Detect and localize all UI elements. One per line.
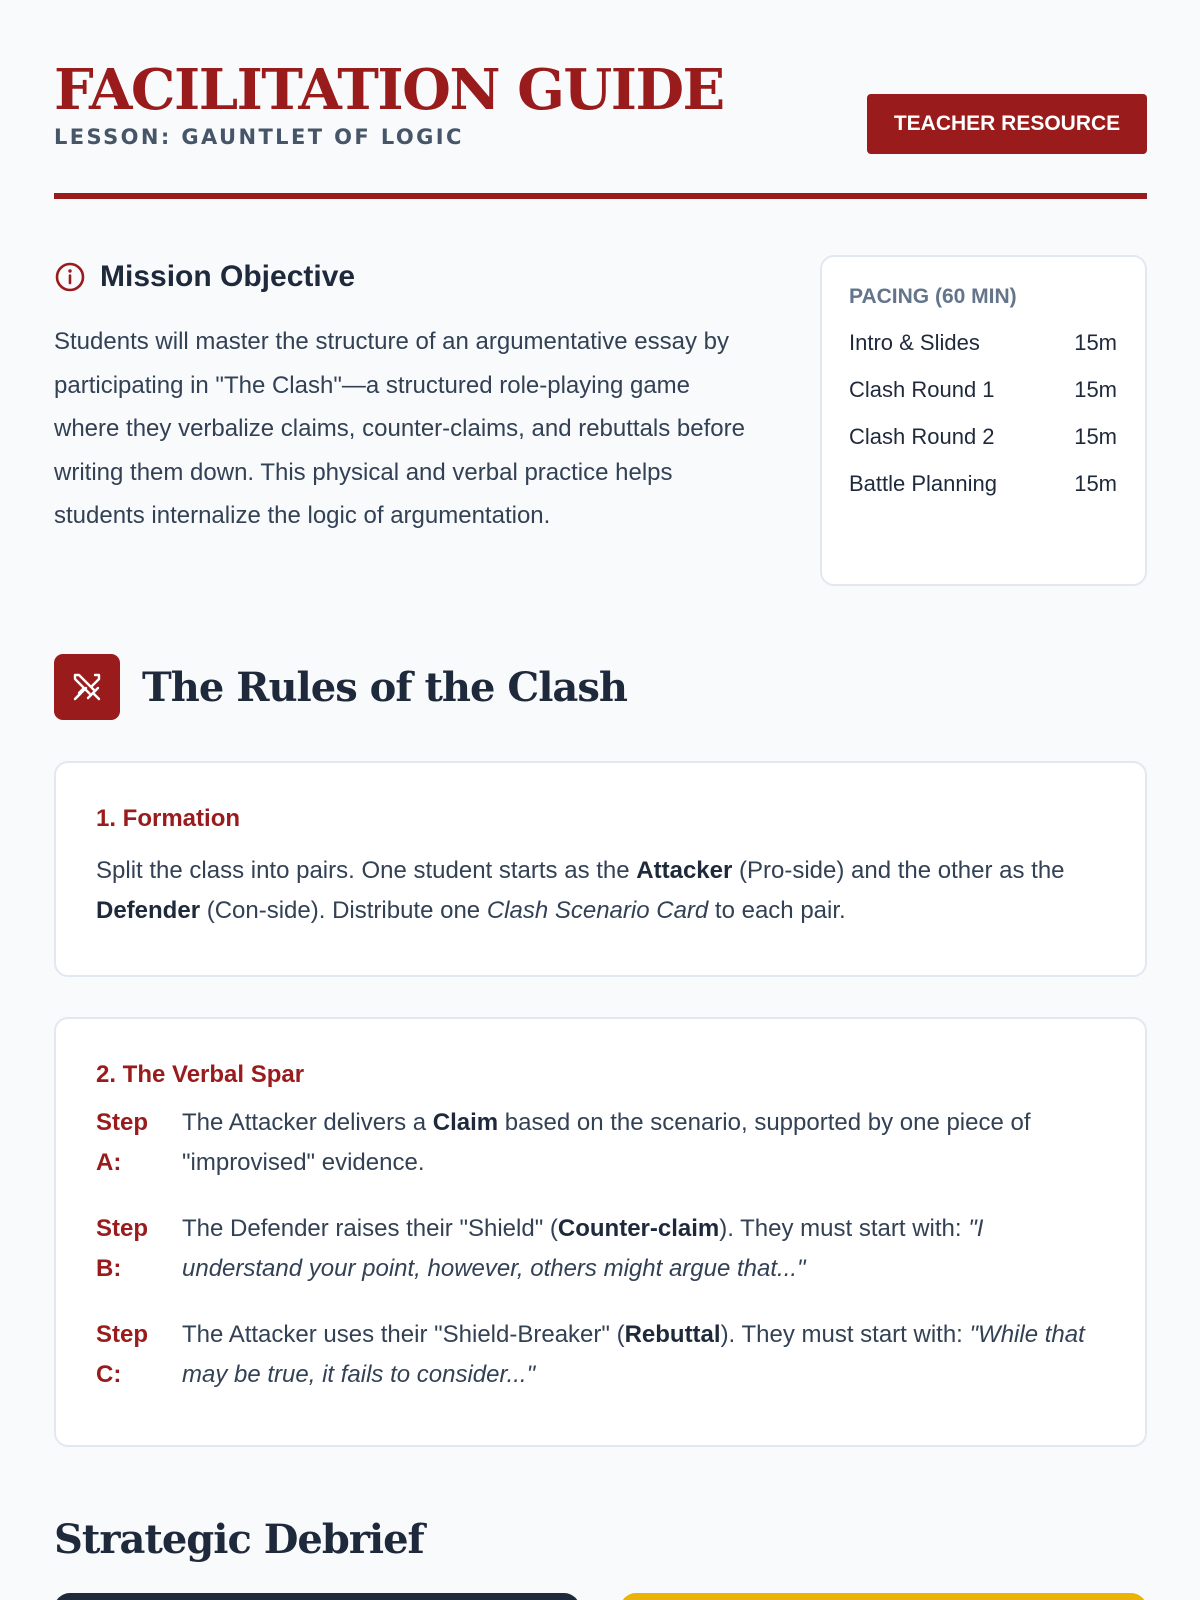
info-circle-icon (54, 261, 86, 293)
header-divider (54, 193, 1147, 199)
pacing-label: Battle Planning (849, 470, 997, 496)
step-text: The Defender raises their "Shield" (Counter-claim). They must start with: "I understand your point, however, others might argue that..." (182, 1215, 984, 1282)
attacker-term: Attacker (636, 857, 733, 884)
teacher-resource-badge: TEACHER RESOURCE (867, 94, 1147, 154)
step-text: The Attacker uses their "Shield-Breaker" (Rebuttal). They must start with: "While that may be true, it fails to consider..." (182, 1321, 1085, 1388)
debrief-card-gold (620, 1593, 1147, 1600)
defender-term: Defender (96, 897, 201, 924)
formation-title: 1. Formation (96, 805, 241, 832)
pacing-row (849, 460, 1117, 507)
mission-heading (54, 254, 754, 300)
crossed-swords-icon (68, 668, 106, 706)
scenario-card-term: Clash Scenario Card (486, 897, 709, 924)
step-item (96, 1315, 1105, 1395)
pacing-row (849, 319, 1117, 366)
step-text: The Attacker delivers a Claim based on the scenario, supported by one piece of "improvised" evidence. (182, 1109, 1031, 1176)
rules-title: The Rules of the Clash (142, 663, 627, 711)
pacing-time: 15m (1074, 423, 1117, 449)
mission-section (54, 254, 754, 538)
pacing-label: Clash Round 2 (849, 423, 995, 449)
pacing-title: PACING (60 MIN) (849, 285, 1017, 308)
lesson-subtitle: LESSON: GAUNTLET OF LOGIC (54, 125, 464, 149)
pacing-time: 15m (1074, 329, 1117, 355)
rules-icon-box (54, 654, 120, 720)
verbal-spar-title: 2. The Verbal Spar (96, 1061, 305, 1088)
verbal-spar-card (54, 1017, 1147, 1447)
page-title: FACILITATION GUIDE (54, 57, 724, 123)
pacing-time: 15m (1074, 470, 1117, 496)
mission-text: Students will master the structure of an argumentative essay by participating in "The Clash"—a structured role-playing game where they verbalize claims, counter-claims, and rebuttals before writing them down. This physical and verbal practice helps students internalize the logic of argumentation. (54, 328, 745, 529)
formation-text: Split the class into pairs. One student starts as the Attacker (Pro-side) and the other as the Defender (Con-side). Distribute one Clash Scenario Card to each pair. (96, 857, 1065, 924)
pacing-card (820, 255, 1147, 586)
pacing-label: Clash Round 1 (849, 376, 995, 402)
step-label: Step B: (96, 1215, 149, 1282)
debrief-card-dark (54, 1593, 580, 1600)
step-item (96, 1103, 1105, 1183)
formation-card (54, 761, 1147, 977)
step-list (96, 1103, 1105, 1395)
step-item (96, 1209, 1105, 1289)
pacing-row (849, 366, 1117, 413)
mission-title: Mission Objective (100, 260, 356, 293)
pacing-time: 15m (1074, 376, 1117, 402)
step-label: Step C: (96, 1321, 149, 1388)
page-header (54, 56, 1147, 201)
debrief-title: Strategic Debrief (54, 1516, 424, 1563)
pacing-row (849, 413, 1117, 460)
step-label: Step A: (96, 1109, 149, 1176)
pacing-label: Intro & Slides (849, 329, 980, 355)
rules-heading (54, 654, 627, 720)
